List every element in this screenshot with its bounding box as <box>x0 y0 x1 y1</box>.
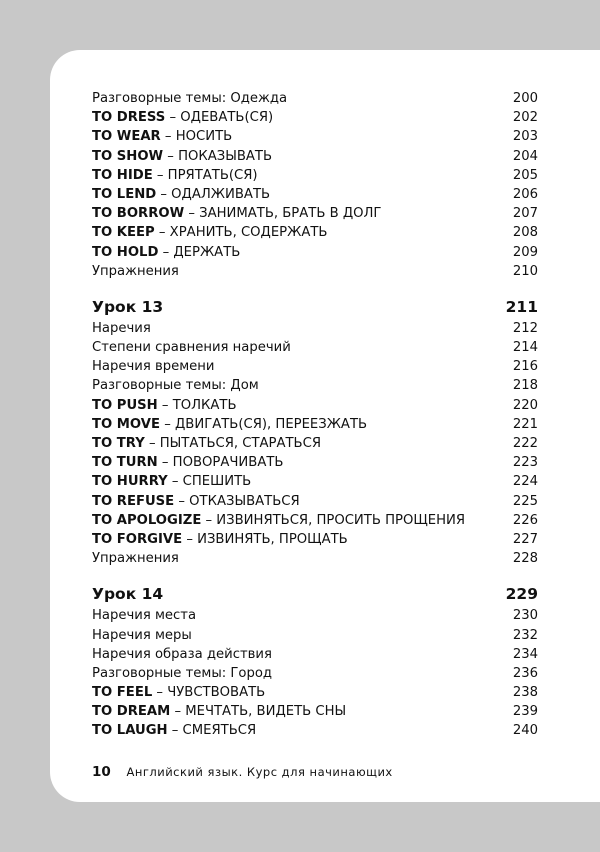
toc-entry-label <box>92 108 273 127</box>
toc-entry-verb: TO DREAM <box>92 704 171 720</box>
toc-entry-page-number: 212 <box>512 320 538 336</box>
toc-entry-text: Наречия <box>92 320 151 336</box>
toc-entry-page-number: 207 <box>512 206 538 222</box>
toc-entry-page-number: 216 <box>512 359 538 375</box>
toc-entry-label <box>92 434 321 453</box>
toc-entry-page-number: 227 <box>512 531 538 547</box>
toc-entry-text: – ХРАНИТЬ, СОДЕРЖАТЬ <box>154 225 328 241</box>
toc-entry-text: Наречия места <box>92 608 197 624</box>
table-of-contents <box>92 89 538 741</box>
toc-entry-verb: TO MOVE <box>92 416 160 432</box>
toc-entry-label <box>92 721 256 740</box>
toc-entry-verb: TO LAUGH <box>92 723 168 739</box>
toc-entry-verb: TO DRESS <box>92 110 166 126</box>
toc-entry-label <box>92 376 259 395</box>
toc-entry-page-number: 222 <box>512 436 538 451</box>
toc-entry-label <box>92 453 283 472</box>
toc-entry[interactable] <box>92 89 538 108</box>
toc-entry-verb: TO FORGIVE <box>92 531 183 547</box>
toc-entry-label <box>92 549 179 568</box>
toc-entry-page-number: 239 <box>512 704 538 720</box>
toc-entry-text: Наречия времени <box>92 359 215 375</box>
toc-entry-text: Наречия образа действия <box>92 646 272 662</box>
toc-entry-verb: TO WEAR <box>92 129 161 145</box>
lesson-title: Урок 13 <box>92 297 164 316</box>
toc-entry-page-number: 221 <box>512 416 538 432</box>
toc-entry[interactable] <box>92 243 538 262</box>
toc-entry-label <box>92 357 214 376</box>
lesson-title: Урок 14 <box>92 585 164 604</box>
toc-entry-label <box>92 492 300 511</box>
toc-entry-verb: TO APOLOGIZE <box>92 512 202 528</box>
toc-entry-verb: TO FEEL <box>92 685 153 701</box>
lesson-page-number: 229 <box>505 585 538 604</box>
toc-entry-verb: TO LEND <box>92 186 157 202</box>
toc-entry-text: – ОДЕВАТЬ(СЯ) <box>165 110 274 126</box>
toc-entry-text: – ИЗВИНЯТЬСЯ, ПРОСИТЬ ПРОЩЕНИЯ <box>201 512 466 528</box>
toc-entry[interactable] <box>92 108 538 127</box>
toc-entry-verb: TO SHOW <box>92 148 164 164</box>
toc-entry[interactable] <box>92 166 538 185</box>
toc-entry[interactable] <box>92 127 538 146</box>
toc-entry-page-number: 234 <box>512 646 538 662</box>
toc-entry-text: Разговорные темы: Город <box>92 665 273 681</box>
toc-entry-page-number: 208 <box>512 225 538 241</box>
book-page <box>50 50 600 802</box>
toc-entry-text: – ДВИГАТЬ(СЯ), ПЕРЕЕЗЖАТЬ <box>160 416 368 432</box>
footer-page-number: 10 <box>92 764 111 780</box>
toc-entry[interactable] <box>92 415 538 434</box>
toc-entry[interactable] <box>92 702 538 721</box>
toc-entry-page-number: 225 <box>512 493 538 509</box>
toc-entry-label <box>92 645 272 664</box>
toc-entry-text: – ЗАНИМАТЬ, БРАТЬ В ДОЛГ <box>184 206 382 222</box>
toc-entry-label <box>92 338 291 357</box>
toc-entry[interactable] <box>92 606 538 625</box>
toc-entry[interactable] <box>92 492 538 511</box>
toc-entry[interactable] <box>92 664 538 683</box>
toc-entry-label <box>92 415 367 434</box>
toc-entry[interactable] <box>92 434 538 453</box>
toc-entry-page-number: 210 <box>512 263 538 279</box>
toc-entry-label <box>92 530 348 549</box>
toc-entry-text: Упражнения <box>92 551 179 567</box>
toc-entry-label <box>92 511 465 530</box>
toc-entry-text: – ОТКАЗЫВАТЬСЯ <box>174 493 300 509</box>
toc-entry[interactable] <box>92 223 538 242</box>
toc-entry-label <box>92 626 192 645</box>
toc-entry-label <box>92 606 196 625</box>
toc-entry-text: – ЧУВСТВОВАТЬ <box>152 685 266 701</box>
toc-entry-text: Степени сравнения наречий <box>92 340 291 356</box>
toc-entry-label <box>92 702 346 721</box>
toc-entry-page-number: 223 <box>512 455 538 471</box>
toc-entry-verb: TO KEEP <box>92 225 155 241</box>
toc-entry-text: – ДЕРЖАТЬ <box>158 244 241 260</box>
toc-entry-page-number: 214 <box>512 340 538 356</box>
toc-entry-page-number: 226 <box>512 512 538 528</box>
toc-entry-text: – МЕЧТАТЬ, ВИДЕТЬ СНЫ <box>170 704 347 720</box>
toc-entry[interactable] <box>92 185 538 204</box>
toc-entry[interactable] <box>92 549 538 568</box>
toc-entry-text: – ОДАЛЖИВАТЬ <box>156 186 271 202</box>
toc-entry-text: – НОСИТЬ <box>160 129 233 145</box>
toc-entry-text: Упражнения <box>92 263 179 279</box>
toc-entry-page-number: 206 <box>512 186 538 202</box>
toc-entry-page-number: 209 <box>512 244 538 260</box>
toc-entry-text: – СПЕШИТЬ <box>167 474 252 490</box>
toc-entry-label <box>92 243 240 262</box>
toc-entry-text: – ТОЛКАТЬ <box>157 397 237 413</box>
toc-entry[interactable] <box>92 511 538 530</box>
toc-entry-label <box>92 204 381 223</box>
toc-entry-label <box>92 89 287 108</box>
toc-entry-text: – ПРЯТАТЬ(СЯ) <box>152 167 258 183</box>
toc-entry-verb: TO REFUSE <box>92 493 175 509</box>
toc-entry-page-number: 230 <box>512 608 538 624</box>
toc-entry[interactable] <box>92 683 538 702</box>
toc-entry-text: Наречия меры <box>92 627 192 643</box>
toc-entry-label <box>92 223 327 242</box>
toc-entry[interactable] <box>92 645 538 664</box>
toc-entry-text: – ПОВОРАЧИВАТЬ <box>157 455 284 471</box>
toc-entry-label <box>92 262 179 281</box>
toc-entry-verb: TO HIDE <box>92 167 153 183</box>
toc-entry-page-number: 240 <box>512 723 538 739</box>
toc-entry-text: Разговорные темы: Одежда <box>92 91 288 106</box>
toc-entry-verb: TO BORROW <box>92 206 185 222</box>
toc-entry-label <box>92 185 270 204</box>
toc-entry-label <box>92 683 265 702</box>
toc-entry-page-number: 205 <box>512 167 538 183</box>
toc-entry[interactable] <box>92 357 538 376</box>
toc-entry-label <box>92 396 237 415</box>
toc-entry[interactable] <box>92 204 538 223</box>
toc-entry-page-number: 220 <box>512 397 538 413</box>
toc-entry[interactable] <box>92 626 538 645</box>
toc-entry-text: Разговорные темы: Дом <box>92 378 259 394</box>
toc-entry-page-number: 218 <box>512 378 538 394</box>
toc-entry[interactable] <box>92 396 538 415</box>
toc-entry-verb: TO PUSH <box>92 397 158 413</box>
page-footer <box>92 764 393 780</box>
toc-entry-verb: TO HOLD <box>92 244 159 260</box>
toc-entry-text: – ПОКАЗЫВАТЬ <box>163 148 273 164</box>
toc-entry-label <box>92 166 258 185</box>
toc-entry-page-number: 228 <box>512 551 538 567</box>
toc-entry[interactable] <box>92 530 538 549</box>
toc-entry-page-number: 200 <box>512 91 538 106</box>
toc-entry-text: – ПЫТАТЬСЯ, СТАРАТЬСЯ <box>144 436 321 451</box>
toc-entry-verb: TO TURN <box>92 455 158 471</box>
toc-entry-page-number: 224 <box>512 474 538 490</box>
toc-entry-page-number: 232 <box>512 627 538 643</box>
lesson-heading[interactable] <box>92 295 538 319</box>
toc-entry-label <box>92 147 272 166</box>
toc-entry[interactable] <box>92 262 538 281</box>
toc-entry-verb: TO HURRY <box>92 474 168 490</box>
toc-entry-label <box>92 664 272 683</box>
footer-book-title: Английский язык. Курс для начинающих <box>126 765 393 779</box>
toc-entry[interactable] <box>92 147 538 166</box>
toc-entry-label <box>92 127 232 146</box>
toc-entry[interactable] <box>92 319 538 338</box>
toc-entry[interactable] <box>92 721 538 740</box>
toc-entry-label <box>92 319 151 338</box>
toc-entry-text: – СМЕЯТЬСЯ <box>167 723 257 739</box>
toc-entry[interactable] <box>92 376 538 395</box>
toc-entry[interactable] <box>92 338 538 357</box>
toc-entry[interactable] <box>92 453 538 472</box>
toc-entry-label <box>92 472 251 491</box>
toc-entry-verb: TO TRY <box>92 436 145 451</box>
toc-entry-page-number: 236 <box>512 665 538 681</box>
lesson-page-number: 211 <box>505 297 538 316</box>
toc-entry-page-number: 203 <box>512 129 538 145</box>
toc-entry-page-number: 204 <box>512 148 538 164</box>
toc-entry-text: – ИЗВИНЯТЬ, ПРОЩАТЬ <box>182 531 348 547</box>
toc-entry-page-number: 202 <box>512 110 538 126</box>
lesson-heading[interactable] <box>92 582 538 606</box>
toc-entry-page-number: 238 <box>512 685 538 701</box>
toc-entry[interactable] <box>92 472 538 491</box>
